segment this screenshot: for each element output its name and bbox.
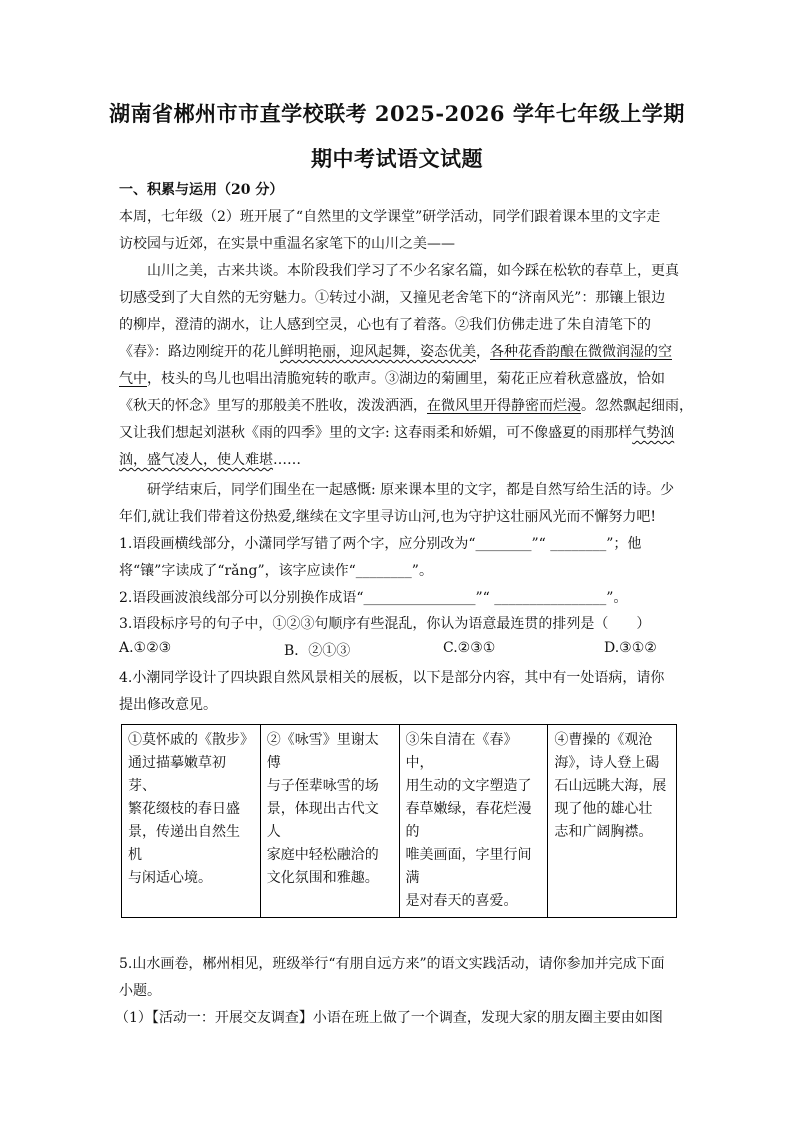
passage-text: 《春》：路边刚绽开的花儿 <box>119 344 280 360</box>
intro-line-1: 本周，七年级（2）班开展了“自然里的文学课堂”研学活动，同学们跟着课本里的文字走 <box>119 209 661 225</box>
table-row <box>122 725 677 918</box>
board-text-line: ③朱自清在《春》中， <box>405 732 518 771</box>
closing-line-1: 研学结束后，同学们围坐在一起感慨: 原来课本里的文字，都是自然写给生活的诗。少 <box>147 482 675 498</box>
passage-line-6 <box>119 396 693 416</box>
passage-text: ，枝头的鸟儿也唱出清脆宛转的歌声。③湖边的菊圃里，菊花正应着秋意盛放，恰如 <box>147 371 665 387</box>
passage-line-2: 切感受到了大自然的无穷魅力。①转过小湖，又撞见老舍笔下的“济南风光”：那镶上银边 <box>119 290 666 306</box>
passage-line-1: 山川之美，古来共谈。本阶段我们学习了不少名家名篇，如今踩在松软的春草上，更真 <box>147 263 679 279</box>
board-text-line: 是对春天的喜爱。 <box>405 893 518 909</box>
wavy-underlined-phrase: 鲜明艳丽，迎风起舞，姿态优美 <box>280 344 476 360</box>
board-text-line: 繁花缀枝的春日盛 <box>128 801 240 817</box>
wavy-underlined-phrase: 气势汹 <box>632 425 675 441</box>
straight-underlined-phrase: 气中 <box>119 371 147 387</box>
straight-underlined-phrase: 在微风里开得静密而烂漫 <box>427 398 581 414</box>
board-text-line: 石山远眺大海，展 <box>554 778 667 794</box>
board-text-line: ④曹操的《观沧 <box>554 732 653 748</box>
question-1-line-2: 将“镶”字读成了“rǎng”，该字应读作“________”。 <box>119 563 433 579</box>
board-text-line: 志和广阔胸襟。 <box>554 824 653 840</box>
passage-line-3: 的柳岸，澄清的湖水，让人感到空灵，心也有了着落。②我们仿佛走进了朱自清笔下的 <box>119 317 651 333</box>
passage-text: 。忽然飘起细雨， <box>581 398 693 414</box>
passage-text: 《秋天的怀念》里写的那般美不胜收，泼泼洒洒， <box>119 398 427 414</box>
question-2: 2.语段画波浪线部分可以分别换作成语“________________”“ ________________”。 <box>119 590 628 606</box>
question-1-line-1: 1.语段画横线部分，小潇同学写错了两个字，应分别改为“________”“ ________”；他 <box>119 536 642 552</box>
option-b: B．②①③ <box>284 643 351 659</box>
board-text-line: ②《咏雪》里谢太傅 <box>266 732 379 771</box>
question-5-activity-1: （1）【活动一：开展交友调查】小语在班上做了一个调查，发现大家的朋友圈主要由如图 <box>115 1010 663 1026</box>
question-4-line-2: 提出修改意见。 <box>119 697 217 713</box>
board-text-line: 现了他的雄心壮 <box>554 801 653 817</box>
board-text-line: 春草嫩绿，春花烂漫的 <box>405 801 532 840</box>
passage-text: ， <box>476 344 490 360</box>
question-5-line-1: 5.山水画卷，郴州相见，班级举行“有朋自远方来”的语文实践活动，请你参加并完成下面 <box>119 956 665 972</box>
board-text-line: 海》，诗人登上碣 <box>554 755 660 771</box>
board-text-line: 与子侄辈咏雪的场 <box>266 778 379 794</box>
board-text-line: 文化氛围和雅趣。 <box>266 870 379 886</box>
board-cell-4 <box>548 725 677 918</box>
option-c: C.②③① <box>443 640 496 656</box>
passage-line-8 <box>119 450 679 470</box>
board-cell-1 <box>122 725 261 918</box>
exam-title-line2: 期中考试语文试题 <box>311 146 483 171</box>
question-5-line-2: 小题。 <box>119 983 161 999</box>
board-text-line: 景，体现出古代文人 <box>266 801 379 840</box>
board-text-line: 景，传递出自然生机 <box>128 824 240 863</box>
section1-heading: 一、积累与运用（20 分） <box>119 182 284 198</box>
question-4-line-1: 4.小潮同学设计了四块跟自然风景相关的展板，以下是部分内容，其中有一处语病，请你 <box>119 670 665 686</box>
board-text-line: 家庭中轻松融洽的 <box>266 847 379 863</box>
option-a: A.①②③ <box>119 640 172 656</box>
passage-line-5 <box>119 369 679 389</box>
question-3-options <box>119 640 679 660</box>
board-text-line: 用生动的文字塑造了 <box>405 778 532 794</box>
wavy-underlined-phrase: 汹，盛气凌人，使人难堪 <box>119 452 273 468</box>
exam-title-line1: 湖南省郴州市市直学校联考 2025-2026 学年七年级上学期 <box>109 101 685 126</box>
intro-line-2: 访校园与近郊，在实景中重温名家笔下的山川之美—— <box>119 236 455 252</box>
board-text-line: ①莫怀戚的《散步》 <box>128 732 254 748</box>
closing-line-2: 年们,就让我们带着这份热爱,继续在文字里寻访山河,也为守护这壮丽风光而不懈努力吧! <box>119 509 656 525</box>
passage-text: 又让我们想起刘湛秋《雨的四季》里的文字: 这春雨柔和娇媚，可不像盛夏的雨那样 <box>119 425 633 441</box>
board-cell-3 <box>399 725 548 918</box>
board-text-line: 通过描摹嫩草初芽、 <box>128 755 226 794</box>
question-3-stem: 3.语段标序号的句子中，①②③句顺序有些混乱，你认为语意最连贯的排列是（ ） <box>119 616 651 632</box>
board-cell-2 <box>260 725 399 918</box>
option-d: D.③①② <box>604 640 657 656</box>
passage-line-7 <box>119 423 679 443</box>
straight-underlined-phrase: 各种花香韵酿在微微润湿的空 <box>490 344 672 360</box>
board-text-line: 唯美画面，字里行间满 <box>405 847 532 886</box>
passage-text: …… <box>273 452 301 468</box>
exhibition-boards-table <box>121 724 677 918</box>
board-text-line: 与闲适心境。 <box>128 870 212 886</box>
passage-line-4 <box>119 342 679 362</box>
